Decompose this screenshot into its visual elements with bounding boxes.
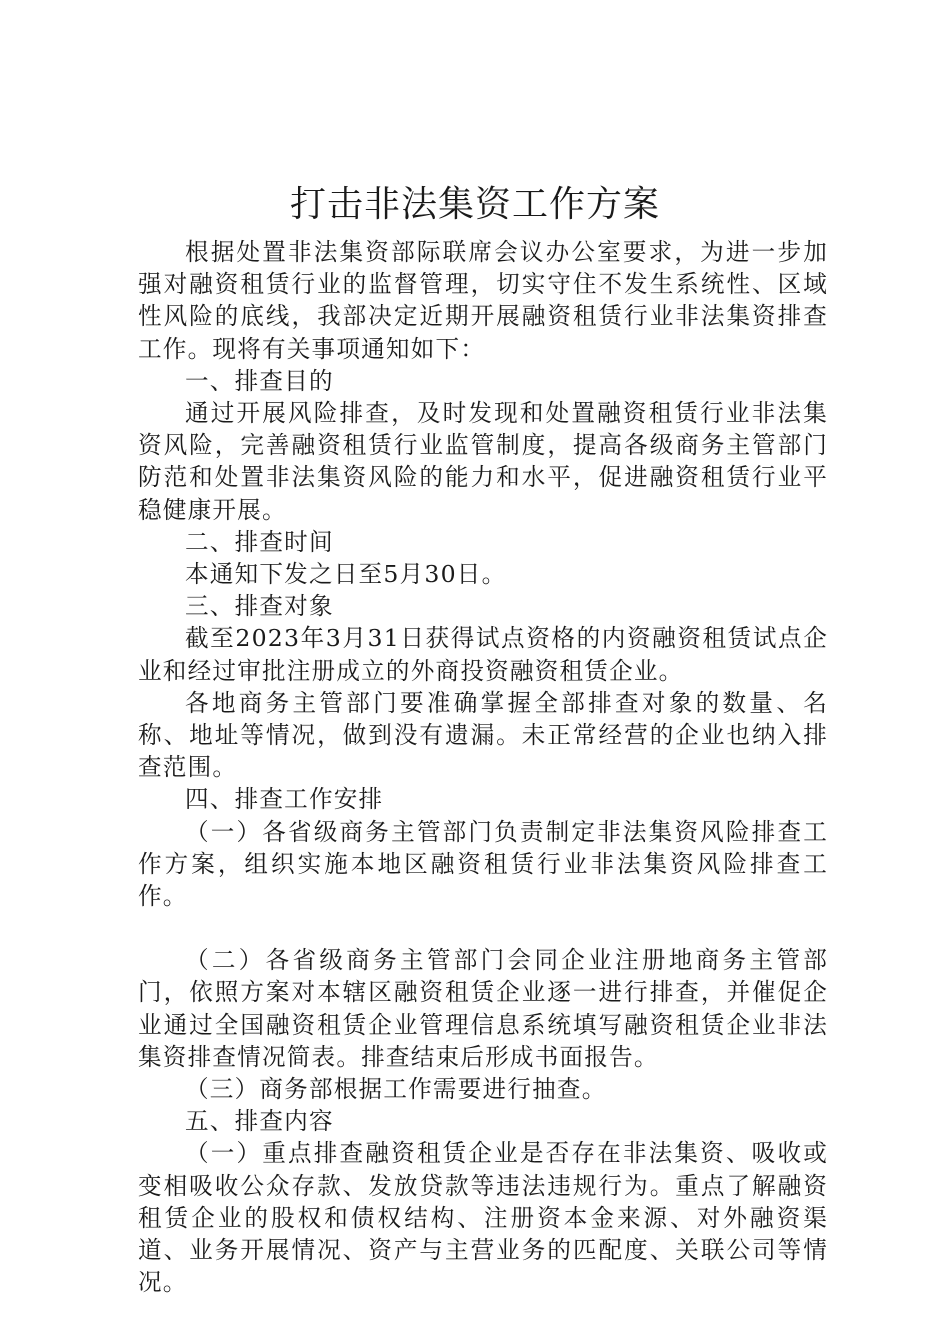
- heading-purpose: 一、排查目的: [185, 366, 334, 395]
- blank-line: [138, 912, 828, 944]
- document-body: [138, 236, 828, 1299]
- paragraph-arrangement-1: （一）各省级商务主管部门负责制定非法集资风险排查工作方案，组织实施本地区融资租赁行业非法集资风险排查工作。: [138, 817, 828, 911]
- paragraph-arrangement-2: （二）各省级商务主管部门会同企业注册地商务主管部门，依照方案对本辖区融资租赁企业逐一进行排查，并催促企业通过全国融资租赁企业管理信息系统填写融资租赁企业非法集资排查情况简表。排查结束后形成书面报告。: [138, 946, 828, 1071]
- paragraph-targets: 截至2023年3月31日获得试点资格的内资融资租赁试点企业和经过审批注册成立的外商投资融资租赁企业。: [138, 624, 828, 685]
- paragraph-intro: 根据处置非法集资部际联席会议办公室要求，为进一步加强对融资租赁行业的监督管理，切实守住不发生系统性、区域性风险的底线，我部决定近期开展融资租赁行业非法集资排查工作。现将有关事项通知如下：: [138, 238, 828, 363]
- heading-targets: 三、排查对象: [185, 592, 334, 621]
- paragraph-time: 本通知下发之日至5月30日。: [185, 560, 507, 589]
- heading-content: 五、排查内容: [185, 1107, 334, 1136]
- paragraph-purpose: 通过开展风险排查，及时发现和处置融资租赁行业非法集资风险，完善融资租赁行业监管制度，提高各级商务主管部门防范和处置非法集资风险的能力和水平，促进融资租赁行业平稳健康开展。: [138, 399, 828, 524]
- paragraph-arrangement-3: （三）商务部根据工作需要进行抽查。: [185, 1075, 607, 1104]
- page-title: 打击非法集资工作方案: [289, 184, 660, 225]
- heading-time: 二、排查时间: [185, 527, 334, 556]
- heading-arrangement: 四、排查工作安排: [185, 785, 384, 814]
- paragraph-content-1: （一）重点排查融资租赁企业是否存在非法集资、吸收或变相吸收公众存款、发放贷款等违法违规行为。重点了解融资租赁企业的股权和债权结构、注册资本金来源、对外融资渠道、业务开展情况、资产与主营业务的匹配度、关联公司等情况。: [138, 1139, 828, 1297]
- paragraph-targets-scope: 各地商务主管部门要准确掌握全部排查对象的数量、名称、地址等情况，做到没有遗漏。未正常经营的企业也纳入排查范围。: [138, 688, 828, 782]
